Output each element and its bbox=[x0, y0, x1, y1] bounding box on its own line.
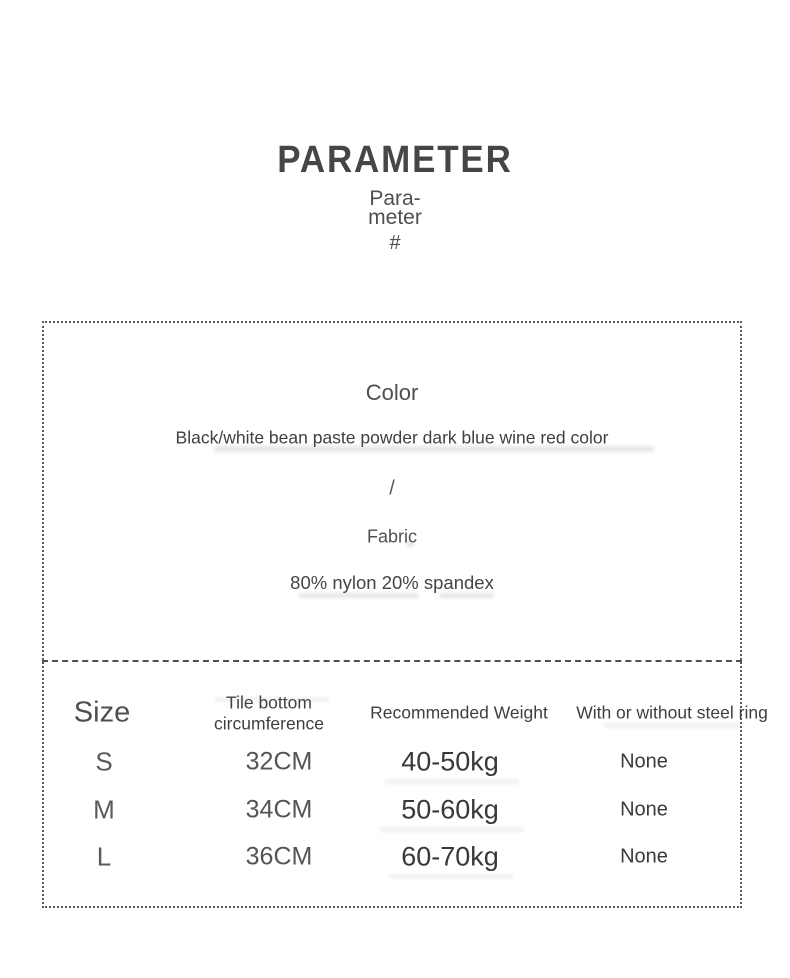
page-title: PARAMETER bbox=[277, 139, 513, 181]
color-value: Black/white bean paste powder dark blue wine red color bbox=[175, 427, 609, 448]
text-ghost-artifact bbox=[389, 874, 514, 879]
col-header-steel-ring: With or without steel ring bbox=[576, 702, 768, 723]
text-ghost-artifact bbox=[384, 779, 519, 784]
row-size: M bbox=[93, 794, 115, 825]
fabric-label: Fabric bbox=[366, 526, 417, 547]
row-steel-ring: None bbox=[620, 798, 668, 821]
row-circumference: 34CM bbox=[245, 795, 313, 824]
page-subtitle bbox=[0, 189, 790, 253]
subtitle-hash: # bbox=[389, 232, 401, 254]
divider-mark: / bbox=[389, 477, 395, 500]
row-weight: 40-50kg bbox=[401, 746, 499, 777]
row-weight: 50-60kg bbox=[401, 794, 499, 825]
subtitle-line-1: Para- bbox=[369, 187, 421, 210]
text-ghost-artifact bbox=[379, 827, 524, 832]
text-ghost-artifact bbox=[604, 723, 744, 728]
col-header-circumference: Tile bottom circumference bbox=[214, 692, 324, 733]
parameter-panel bbox=[42, 321, 768, 908]
fabric-value: 80% nylon 20% spandex bbox=[290, 572, 494, 593]
row-steel-ring: None bbox=[620, 845, 668, 868]
col-header-size: Size bbox=[73, 696, 131, 729]
subtitle-line-2: meter bbox=[368, 206, 422, 229]
row-size: S bbox=[95, 746, 113, 777]
section-divider bbox=[42, 660, 742, 662]
row-weight: 60-70kg bbox=[401, 841, 499, 872]
color-label: Color bbox=[365, 380, 419, 405]
row-steel-ring: None bbox=[620, 750, 668, 773]
row-size: L bbox=[96, 841, 112, 872]
col-header-weight: Recommended Weight bbox=[370, 702, 548, 723]
row-circumference: 36CM bbox=[245, 842, 313, 871]
row-circumference: 32CM bbox=[245, 747, 313, 776]
